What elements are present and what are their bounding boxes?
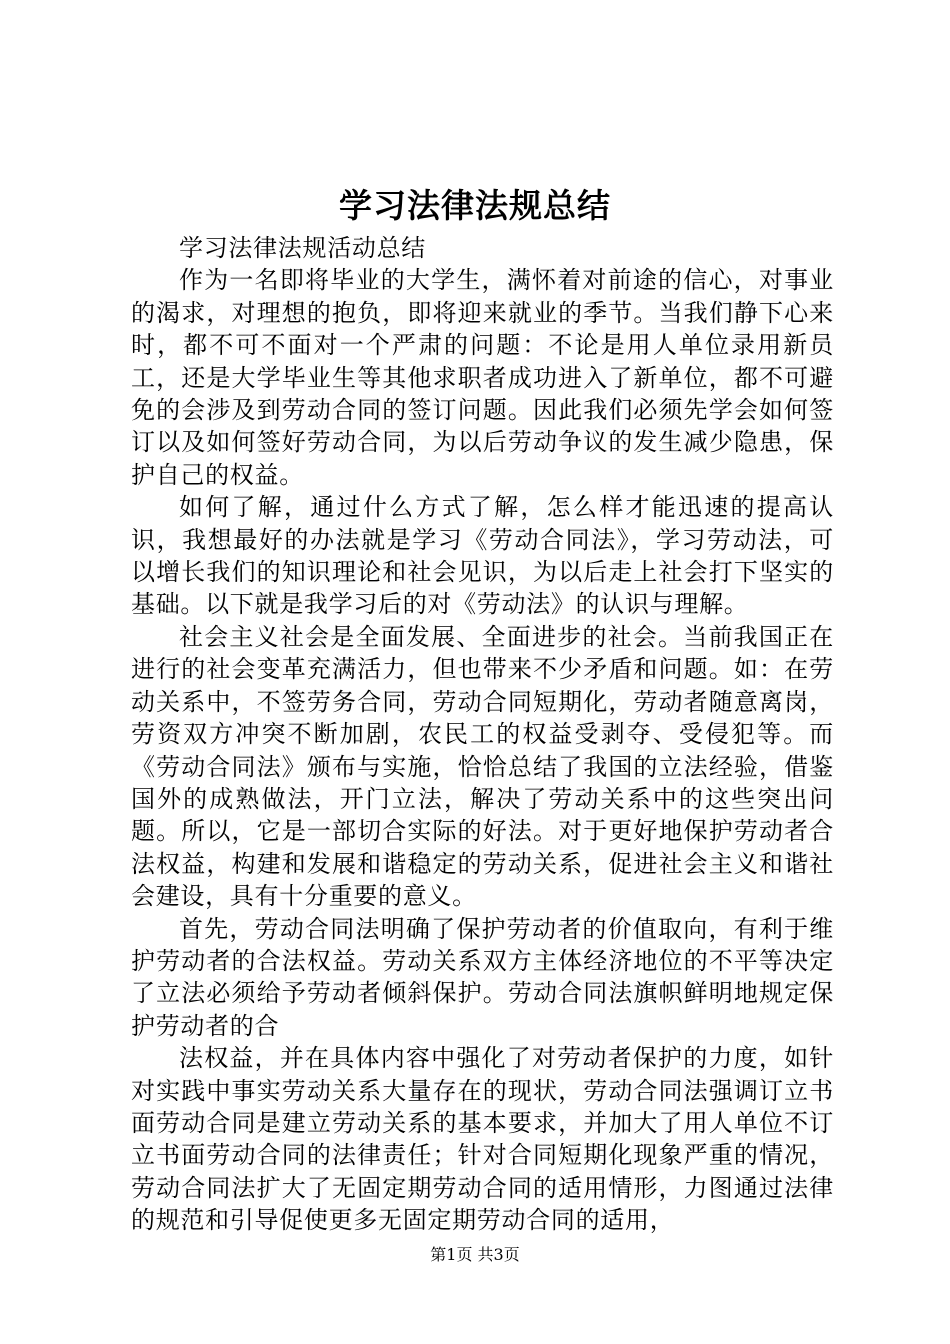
paragraph: 社会主义社会是全面发展、全面进步的社会。当前我国正在进行的社会变革充满活力，但也带来不少矛盾和问题。如：在劳动关系中，不签劳务合同，劳动合同短期化，劳动者随意离岗，劳资双方冲突不断加剧，农民工的权益受剥夺、受侵犯等。而《劳动合同法》颁布与实施，恰恰总结了我国的立法经验，借鉴国外的成熟做法，开门立法，解决了劳动关系中的这些突出问题。所以，它是一部切合实际的好法。对于更好地保护劳动者合法权益，构建和发展和谐稳定的劳动关系，促进社会主义和谐社会建设，具有十分重要的意义。 bbox=[131, 622, 834, 911]
paragraph: 学习法律法规活动总结 bbox=[179, 234, 426, 262]
paragraph: 首先，劳动合同法明确了保护劳动者的价值取向，有利于维护劳动者的合法权益。劳动关系双方主体经济地位的不平等决定了立法必须给予劳动者倾斜保护。劳动合同法旗帜鲜明地规定保护劳动者的合 bbox=[131, 914, 834, 1040]
paragraph: 法权益，并在具体内容中强化了对劳动者保护的力度，如针对实践中事实劳动关系大量存在的现状，劳动合同法强调订立书面劳动合同是建立劳动关系的基本要求，并加大了用人单位不订立书面劳动合同的法律责任；针对合同短期化现象严重的情况，劳动合同法扩大了无固定期劳动合同的适用情形，力图通过法律的规范和引导促使更多无固定期劳动合同的适用， bbox=[131, 1044, 834, 1235]
paragraph: 如何了解，通过什么方式了解，怎么样才能迅速的提高认识，我想最好的办法就是学习《劳动合同法》，学习劳动法，可以增长我们的知识理论和社会见识，为以后走上社会打下坚实的基础。以下就是我学习后的对《劳动法》的认识与理解。 bbox=[131, 493, 834, 619]
page-title: 学习法律法规总结 bbox=[339, 186, 611, 225]
document-body bbox=[131, 232, 834, 1237]
page-number: 第1页 共3页 bbox=[430, 1245, 520, 1264]
paragraph: 作为一名即将毕业的大学生，满怀着对前途的信心，对事业的渴求，对理想的抱负，即将迎来就业的季节。当我们静下心来时，都不可不面对一个严肃的问题：不论是用人单位录用新员工，还是大学毕业生等其他求职者成功进入了新单位，都不可避免的会涉及到劳动合同的签订问题。因此我们必须先学会如何签订以及如何签好劳动合同，为以后劳动争议的发生减少隐患，保护自己的权益。 bbox=[131, 266, 834, 489]
